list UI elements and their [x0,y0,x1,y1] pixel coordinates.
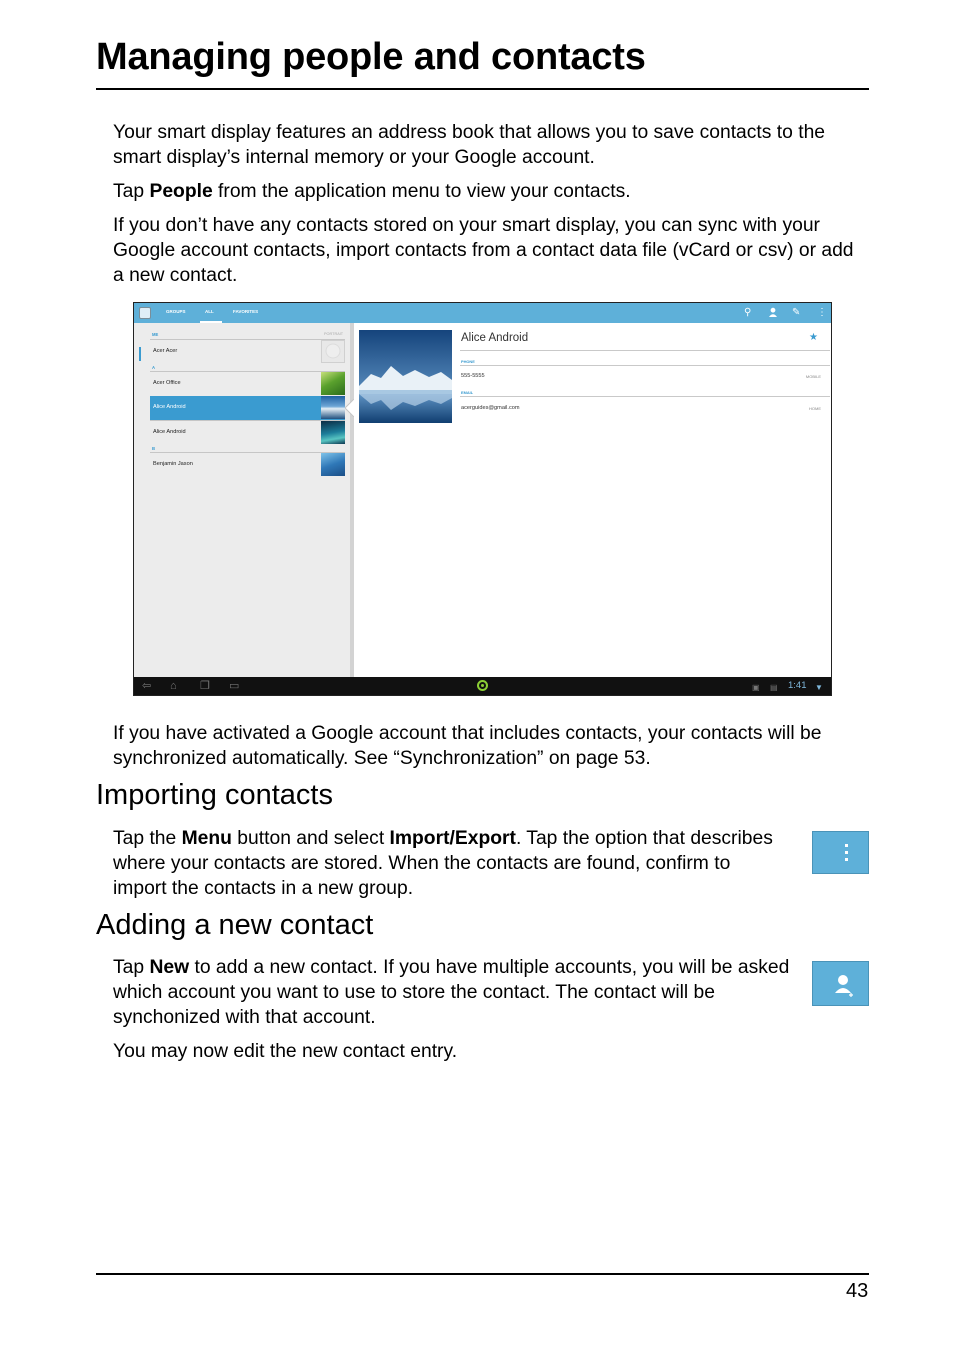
contact-name: Acer Office [153,380,181,386]
contact-row [150,339,345,363]
contact-name: Alice Android [153,429,186,435]
contact-row [150,371,345,395]
adding-paragraph: Tap New to add a new contact. If you have multiple accounts, you will be asked which account you want to use to store the contact. The contact will be synchonized with that account. [113,957,790,1028]
status-clock: 1:41 [788,680,807,691]
footer-rule [96,1273,869,1275]
launcher-icon [477,680,488,691]
notification-icon: ▣ [752,683,760,692]
tab-favorites: FAVORITES [233,309,259,314]
section-b: B [152,446,156,451]
contact-name: Alice Android [153,404,186,410]
contact-thumbnail [321,372,345,395]
overflow-menu-icon [813,832,868,873]
tab-groups: GROUPS [166,309,186,314]
section-a: A [152,365,156,370]
phone-label: PHONE [461,359,475,364]
search-icon: ⚲ [744,307,752,318]
back-icon: ⇦ [142,680,152,692]
divider [460,350,830,351]
sync-paragraph: If you have activated a Google account that includes contacts, your contacts will be synchronized automatically. See “Synchronization” on page 53. [113,723,822,769]
wifi-icon: ▼ [815,683,823,692]
page-number: 43 [846,1280,869,1302]
section-me: ME [152,332,159,337]
people-app-icon [139,307,151,319]
adding-paragraph-2: You may now edit the new contact entry. [113,1041,458,1062]
phone-value: 555-5555 [461,373,485,379]
contact-list [134,323,354,677]
contact-detail-panel [358,323,831,677]
people-app-screenshot [133,302,832,696]
star-icon: ★ [809,332,818,343]
divider [460,365,830,366]
screenshot-icon: ▭ [229,680,240,692]
tab-all: ALL [205,309,214,314]
section-me-right: PORTRAIT [324,332,344,336]
contact-name: Benjamin Jason [153,461,193,467]
page-title: Managing people and contacts [96,36,646,78]
email-type: HOME [809,406,821,411]
contact-thumbnail [321,340,345,363]
add-contact-icon [813,962,868,1005]
contact-photo [359,330,452,423]
contact-row [150,452,345,476]
contact-name: Acer Acer [153,348,178,354]
intro-paragraph-1: Your smart display features an address book that allows you to save contacts to the smart display’s internal memory or your Google account. [113,122,826,168]
email-value: acerguides@gmail.com [461,405,520,411]
email-label: EMAIL [461,390,474,395]
overflow-menu-icon: ⋮ [817,307,827,318]
contact-row [150,420,345,444]
new-contact-button-illustration [812,961,869,1006]
contact-thumbnail [321,453,345,476]
contact-row-selected [150,396,345,420]
home-icon: ⌂ [170,680,177,692]
action-bar [134,303,831,323]
adding-heading: Adding a new contact [96,909,374,941]
sd-card-icon: ▤ [770,683,778,692]
importing-heading: Importing contacts [96,779,333,811]
importing-paragraph: Tap the Menu button and select Import/Export. Tap the option that describes where your contacts are stored. When the contacts are found, confirm to import the contacts in a new group. [113,828,773,899]
title-rule [96,88,869,90]
divider [460,396,830,397]
phone-type: MOBILE [805,374,821,379]
selection-pointer [345,399,354,417]
intro-paragraph-3: If you don’t have any contacts stored on your smart display, you can sync with your Google account contacts, import contacts from a contact data file (vCard or csv) or add a new contact. [113,215,854,286]
edit-icon: ✎ [792,307,801,318]
add-contact-icon [768,307,779,322]
contact-thumbnail [321,421,345,444]
contact-thumbnail [321,396,345,419]
recent-apps-icon: ❐ [200,680,210,692]
system-nav-bar [134,677,831,695]
contact-full-name: Alice Android [461,332,529,344]
scroll-indicator [139,347,141,361]
intro-paragraph-2: Tap People from the application menu to view your contacts. [113,181,631,202]
menu-button-illustration [812,831,869,874]
